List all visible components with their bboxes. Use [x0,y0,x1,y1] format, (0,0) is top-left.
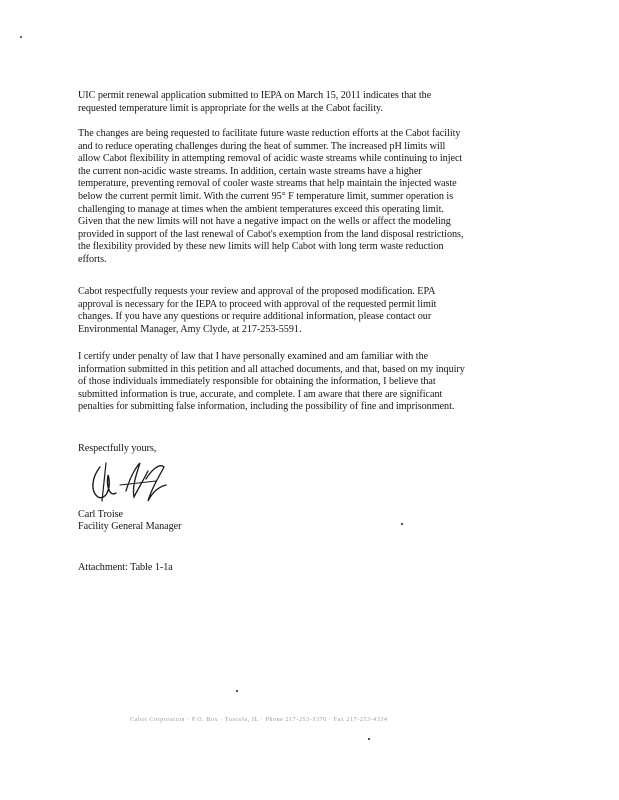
paragraph-request-approval [78,286,538,336]
text-line: UIC permit renewal application submitted to IEPA on March 15, 2011 indicates that the [78,90,432,101]
text-line: allow Cabot flexibility in attempting removal of acidic waste streams while continuing to inject [78,153,463,165]
scan-speck [236,690,238,692]
closing-salutation: Respectfully yours, [78,443,157,454]
text-line: approval is necessary for the IEPA to proceed with approval of the requested permit limit [78,298,437,310]
text-line: penalties for submitting false information, including the possibility of fine and imprisonment. [78,401,455,413]
text-line: changes. If you have any questions or require additional information, please contact our [78,311,432,323]
letterhead-footer: Cabot Corporation · P.O. Box · Tuscola, IL · Phone 217-253-3370 · Fax 217-253-4334 [130,717,388,723]
text-line: submitted information is true, accurate, and complete. I am aware that there are significant [78,388,443,400]
text-line: The changes are being requested to facilitate future waste reduction efforts at the Cabot facility [78,128,461,139]
text-line: Given that the new limits will not have a negative impact on the wells or affect the modeling [78,216,451,228]
text-line: Environmental Manager, Amy Clyde, at 217-253-5591. [78,323,302,335]
signer-name: Carl Troise [78,509,124,520]
scan-speck [401,523,403,525]
attachment-note: Attachment: Table 1-1a [78,562,173,573]
text-line: of those individuals immediately responsible for obtaining the information, I believe that [78,376,436,388]
scan-speck [368,738,370,740]
text-line: Cabot respectfully requests your review and approval of the proposed modification. EPA [78,286,436,297]
text-line: and to reduce operating challenges during the heat of summer. The increased pH limits will [78,140,446,152]
text-line: the current non-acidic waste streams. In addition, certain waste streams have a higher [78,165,422,177]
scan-speck [20,36,22,38]
text-line: efforts. [78,253,107,265]
text-line: temperature, preventing removal of cooler waste streams that help maintain the injected waste [78,178,457,190]
paragraph-changes-rationale [78,128,538,267]
text-line: the flexibility provided by these new limits will help Cabot with long term waste reduction [78,241,444,253]
handwritten-signature [86,457,176,505]
signer-title: Facility General Manager [78,521,182,532]
text-line: I certify under penalty of law that I have personally examined and am familiar with the [78,351,429,362]
text-line: challenging to manage at times when the ambient temperatures exceed this operating limit. [78,203,444,215]
paragraph-permit-renewal [78,90,538,115]
text-line: information submitted in this petition and all attached documents, and that, based on my inquiry [78,363,465,375]
text-line: requested temperature limit is appropriate for the wells at the Cabot facility. [78,102,383,114]
text-line: provided in support of the last renewal of Cabot's exemption from the land disposal restrictions, [78,228,464,240]
paragraph-certification [78,351,538,414]
text-line: below the current permit limit. With the current 95° F temperature limit, summer operation is [78,190,454,202]
